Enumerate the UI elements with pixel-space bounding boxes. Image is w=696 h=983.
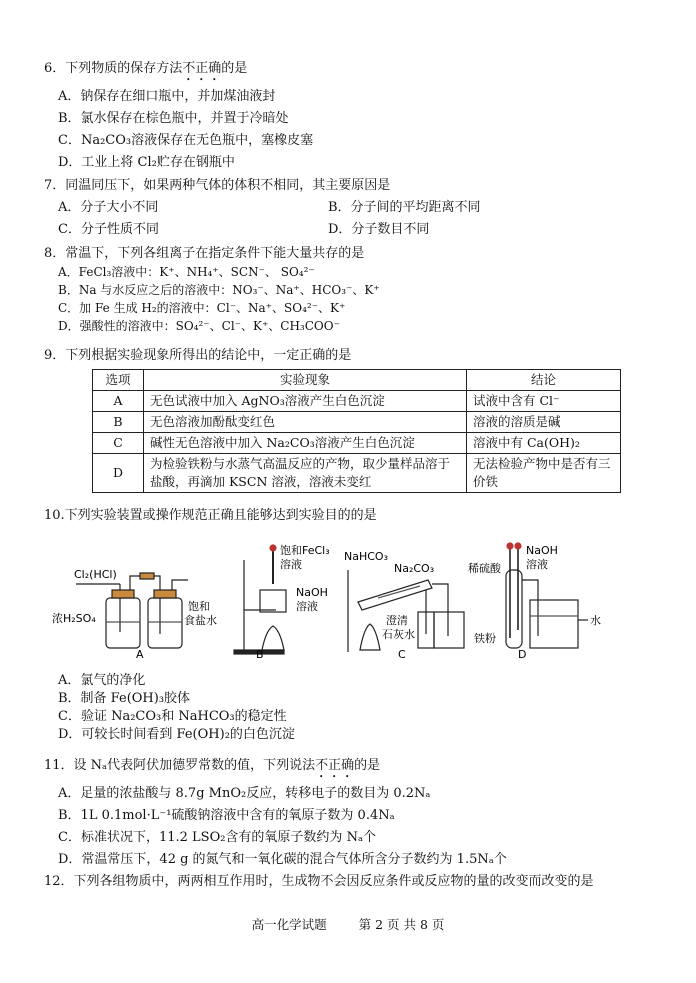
option-c: C．标准状况下，11.2 LSO₂含有的氧原子数约为 Nₐ个 <box>58 830 376 845</box>
option-a: A．氯气的净化 <box>58 673 146 688</box>
option-b: B．Na 与水反应之后的溶液中：NO₃⁻、Na⁺、HCO₃⁻、K⁺ <box>58 283 380 297</box>
table-row <box>93 412 621 433</box>
bottle-stopper <box>154 590 176 598</box>
label: 石灰水 <box>382 628 415 641</box>
option-d: D．工业上将 Cl₂贮存在钢瓶中 <box>58 155 235 170</box>
table-cell: 试液中含有 Cl⁻ <box>467 391 621 412</box>
test-tube <box>506 570 522 648</box>
option-a: A．钠保存在细口瓶中，并加煤油液封 <box>58 89 276 104</box>
table-cell: A <box>93 391 144 412</box>
question-8-stem: 8．常温下，下列各组离子在指定条件下能大量共存的是 <box>44 246 365 261</box>
table-row <box>93 454 621 493</box>
option-d: D．分子数目不同 <box>328 222 430 237</box>
experiment-table <box>92 369 621 493</box>
option-d: D．常温常压下，42 g 的氮气和一氧化碳的混合气体所含分子数约为 1.5Nₐ个 <box>58 852 507 867</box>
option-a: A．FeCl₃溶液中：K⁺、NH₄⁺、SCN⁻、 SO₄²⁻ <box>58 265 315 279</box>
emphasized-text: 不正确 <box>315 758 355 773</box>
label: A <box>136 648 144 660</box>
question-8 <box>44 245 654 335</box>
option-c: C．验证 Na₂CO₃和 NaHCO₃的稳定性 <box>58 709 287 724</box>
question-7 <box>44 177 654 239</box>
option-a: A．足量的浓盐酸与 8.7g MnO₂反应，转移电子的数目为 0.2Nₐ <box>58 786 431 801</box>
label: B <box>256 648 264 660</box>
water-beaker <box>530 600 578 648</box>
dropper-bulb <box>515 543 521 549</box>
question-10-options <box>44 672 654 744</box>
option-b: B．制备 Fe(OH)₃胶体 <box>58 691 191 706</box>
label: 溶液 <box>526 558 548 571</box>
label: D <box>518 648 527 660</box>
stem-text: 6．下列物质的保存方法 <box>44 61 183 76</box>
tube-connector <box>140 573 154 579</box>
label: 饱和FeCl₃ <box>280 544 330 557</box>
label: 铁粉 <box>474 632 496 645</box>
option-b: B．1L 0.1mol·L⁻¹硫酸钠溶液中含有的氧原子数为 0.4Nₐ <box>58 808 395 823</box>
table-cell: 无法检验产物中是否有三价铁 <box>467 454 621 493</box>
dropper-bulb <box>270 545 276 551</box>
stem-text: 的是 <box>221 61 248 76</box>
question-11 <box>44 757 654 869</box>
question-6-stem <box>44 60 654 84</box>
option-b: B．氯水保存在棕色瓶中，并置于冷暗处 <box>58 111 289 126</box>
question-11-stem <box>44 757 654 781</box>
table-cell: 碱性无色溶液中加入 Na₂CO₃溶液产生白色沉淀 <box>144 433 467 454</box>
table-header: 结论 <box>467 370 621 391</box>
question-9 <box>44 347 654 365</box>
label: Na₂CO₃ <box>394 562 435 575</box>
question-12 <box>44 873 664 891</box>
table-cell: 溶液中有 Ca(OH)₂ <box>467 433 621 454</box>
wash-bottle-2 <box>148 598 182 648</box>
table-cell: C <box>93 433 144 454</box>
option-c: C．加 Fe 生成 H₂的溶液中：Cl⁻、Na⁺、SO₄²⁻、K⁺ <box>58 301 346 315</box>
label: 水 <box>590 614 601 627</box>
stem-text: 11．设 Nₐ代表阿伏加德罗常数的值，下列说法 <box>44 758 316 773</box>
question-10-stem: 10.下列实验装置或操作规范正确且能够达到实验目的的是 <box>44 508 377 523</box>
question-12-stem: 12．下列各组物质中，两两相互作用时，生成物不会因反应条件或反应物的量的改变而改变的是 <box>44 874 594 889</box>
wash-bottle-1 <box>106 598 140 648</box>
label: 稀硫酸 <box>468 562 501 575</box>
emphasized-text: 不正确 <box>182 61 222 76</box>
option-a: A．分子大小不同 <box>58 200 159 215</box>
table-header: 选项 <box>93 370 144 391</box>
label: 饱和 <box>188 600 210 613</box>
alcohol-lamp <box>360 624 380 650</box>
test-tube-inner <box>378 586 420 598</box>
option-d: D．可较长时间看到 Fe(OH)₂的白色沉淀 <box>58 727 295 742</box>
label: 浓H₂SO₄ <box>52 612 96 625</box>
alcohol-lamp <box>262 626 284 650</box>
label: NaHCO₃ <box>344 550 388 563</box>
option-d: D．强酸性的溶液中：SO₄²⁻、Cl⁻、K⁺、CH₃COO⁻ <box>58 319 340 333</box>
label: NaOH <box>526 544 558 557</box>
stem-text: 的是 <box>354 758 381 773</box>
footer-subject: 高一化学试题 <box>251 917 327 932</box>
lime-water-beaker <box>434 612 464 648</box>
label: NaOH <box>296 586 328 599</box>
table-cell: 溶液的溶质是碱 <box>467 412 621 433</box>
table-cell: 无色试液中加入 AgNO₃溶液产生白色沉淀 <box>144 391 467 412</box>
footer-page-number: 第 2 页 共 8 页 <box>358 917 445 932</box>
table-cell: 为检验铁粉与水蒸气高温反应的产物，取少量样品溶于盐酸，再滴加 KSCN 溶液，溶液未变红 <box>144 454 467 493</box>
dropper-bulb <box>507 543 513 549</box>
label: 食盐水 <box>184 614 217 627</box>
beaker <box>260 590 286 612</box>
option-b: B．分子间的平均距离不同 <box>328 200 481 215</box>
table-header-row <box>93 370 621 391</box>
bottle-stopper <box>112 590 134 598</box>
table-header: 实验现象 <box>144 370 467 391</box>
table-cell: B <box>93 412 144 433</box>
table-cell: 无色溶液加酚酞变红色 <box>144 412 467 433</box>
question-6 <box>44 60 654 172</box>
apparatus-figure <box>48 540 648 660</box>
option-c: C．Na₂CO₃溶液保存在无色瓶中，塞橡皮塞 <box>58 133 314 148</box>
label: 澄清 <box>386 614 408 627</box>
page-footer <box>0 915 696 933</box>
label: Cl₂(HCl) <box>74 568 117 581</box>
label: C <box>398 648 406 660</box>
table-cell: D <box>93 454 144 493</box>
question-10 <box>44 507 654 525</box>
table-row <box>93 433 621 454</box>
table-row <box>93 391 621 412</box>
test-tube-outer <box>358 580 432 610</box>
question-9-stem: 9．下列根据实验现象所得出的结论中，一定正确的是 <box>44 348 352 363</box>
label: 溶液 <box>296 600 318 613</box>
question-7-stem: 7．同温同压下，如果两种气体的体积不相同，其主要原因是 <box>44 178 391 193</box>
label: 溶液 <box>280 558 302 571</box>
option-c: C．分子性质不同 <box>58 222 159 237</box>
